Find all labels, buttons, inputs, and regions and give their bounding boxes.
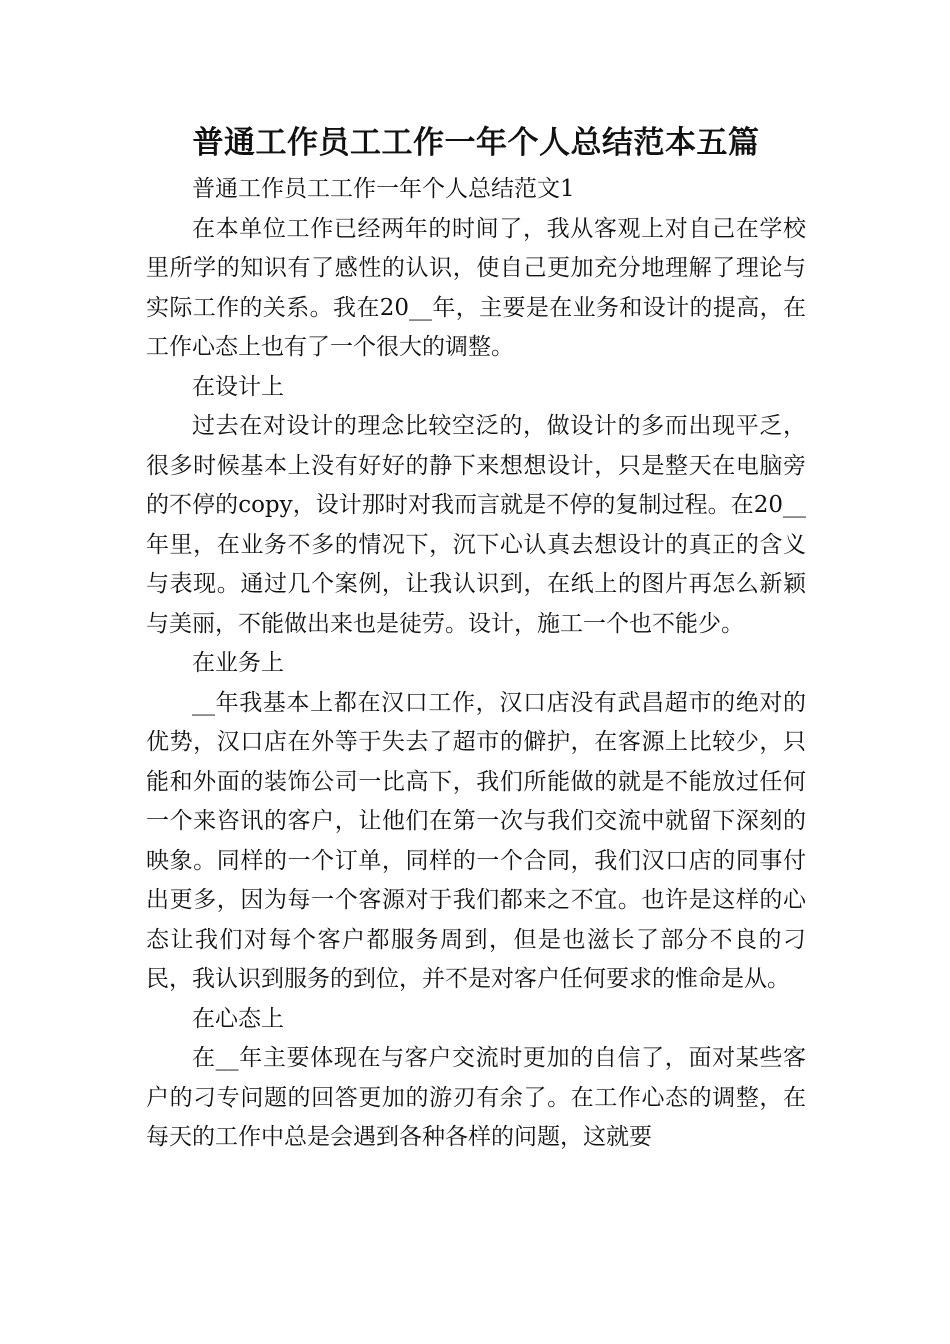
body-paragraph: 在__年主要体现在与客户交流时更加的自信了，面对某些客户的刁专问题的回答更加的游刃有余了。在工作心态的调整，在每天的工作中总是会遇到各种各样的问题，这就要 [146,1045,806,1150]
document-page [146,118,806,1158]
section-heading-business: 在业务上 [192,650,284,676]
body-paragraph: __年我基本上都在汉口工作，汉口店没有武昌超市的绝对的优势，汉口店在外等于失去了超市的僻护，在客源上比较少，只能和外面的装饰公司一比高下，我们所能做的就是不能放过任何一个来咨讯的客户，让他们在第一次与我们交流中就留下深刻的映象。同样的一个订单，同样的一个合同，我们汉口店的同事付出更多，因为每一个客源对于我们都来之不宜。也许是这样的心态让我们对每个客户都服务周到，但是也滋长了部分不良的刁民，我认识到服务的到位，并不是对客户任何要求的惟命是从。 [146,689,806,992]
subtitle-paragraph: 普通工作员工工作一年个人总结范文1 [192,176,575,202]
body-paragraph: 过去在对设计的理念比较空泛的，做设计的多而出现平乏，很多时候基本上没有好好的静下来想想设计，只是整天在电脑旁的不停的copy，设计那时对我而言就是不停的复制过程。在20__年里，在业务不多的情况下，沉下心认真去想设计的真正的含义与表现。通过几个案例，让我认识到，在纸上的图片再怎么新颖与美丽，不能做出来也是徒劳。设计，施工一个也不能少。 [146,413,806,637]
document-title: 普通工作员工工作一年个人总结范本五篇 [192,125,760,161]
section-heading-design: 在设计上 [192,373,284,400]
section-heading-mindset: 在心态上 [192,1005,284,1032]
body-paragraph: 在本单位工作已经两年的时间了，我从客观上对自己在学校里所学的知识有了感性的认识，使自己更加充分地理解了理论与实际工作的关系。我在20__年，主要是在业务和设计的提高，在工作心态上也有了一个很大的调整。 [146,215,806,360]
